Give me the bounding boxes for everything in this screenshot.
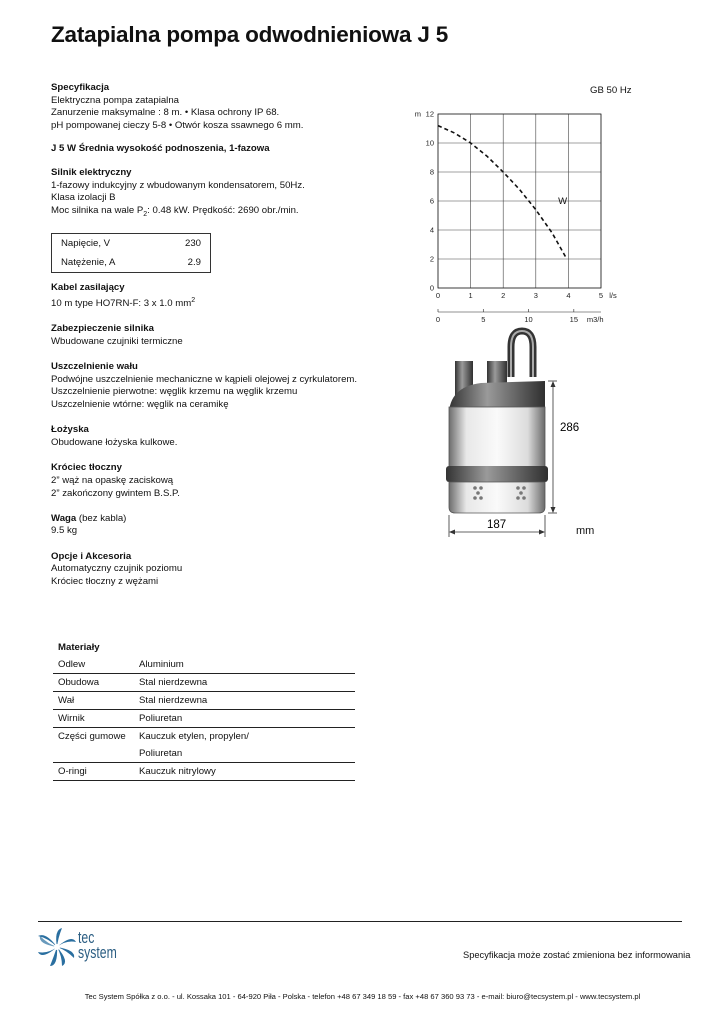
spec-line: pH pompowanej cieczy 5-8 • Otwór kosza ssawnego 6 mm. (51, 119, 304, 131)
performance-chart (410, 100, 635, 325)
x2-tick-label: 10 (524, 315, 533, 324)
outlet-heading: Króciec tłoczny (51, 462, 122, 474)
material-part (53, 745, 134, 763)
bearings-line: Obudowane łożyska kulkowe. (51, 436, 178, 448)
x-tick-label: 2 (501, 291, 506, 300)
material-value: Kauczuk etylen, propylen/ (139, 731, 249, 742)
y-tick-label: 6 (429, 196, 434, 206)
protection-heading: Zabezpieczenie silnika (51, 323, 154, 335)
footer-divider (38, 921, 682, 922)
material-value: Kauczuk nitrylowy (134, 763, 355, 781)
y-axis-label: m (414, 109, 421, 119)
outlet-line: 2” zakończony gwintem B.S.P. (51, 487, 180, 499)
outlet-line: 2” wąż na opaskę zaciskową (51, 474, 174, 486)
material-value: Stal nierdzewna (134, 674, 355, 692)
table-row (53, 656, 355, 674)
weight-value: 9.5 kg (51, 525, 78, 537)
y-tick-label: 2 (429, 254, 434, 264)
options-heading: Opcje i Akcesoria (51, 550, 132, 562)
x-axis-label: l/s (609, 291, 617, 300)
options-line: Króciec tłoczny z wężami (51, 576, 159, 588)
series-label: W (558, 195, 568, 207)
electrical-label: Natężenie, A (61, 257, 116, 268)
y-tick-label: 12 (425, 109, 434, 119)
band-shape (446, 466, 548, 482)
x-tick-label: 3 (533, 291, 538, 300)
y-tick-label: 4 (429, 225, 434, 235)
x-tick-label: 0 (435, 291, 441, 300)
model-line: J 5 W Średnia wysokość podnoszenia, 1-fazowa (51, 143, 270, 155)
y-tick-label: 10 (425, 138, 434, 148)
spec-section (51, 82, 391, 221)
x2-tick-label: 15 (569, 315, 579, 324)
material-value: Stal nierdzewna (134, 692, 355, 710)
table-row (53, 710, 355, 728)
material-part: Odlew (53, 656, 134, 674)
x-tick-label: 4 (566, 291, 571, 300)
material-value: Poliuretan (134, 745, 355, 763)
electrical-value: 230 (184, 238, 201, 249)
motor-heading: Silnik elektryczny (51, 166, 132, 178)
x-tick-label: 1 (468, 291, 473, 300)
chart-title: GB 50 Hz (590, 85, 632, 96)
strainer-shape (449, 482, 545, 513)
table-row (53, 674, 355, 692)
table-row (53, 763, 355, 781)
table-row (53, 745, 355, 763)
seal-line: Uszczelnienie pierwotne: węglik krzemu na węglik krzemu (51, 386, 298, 398)
y-tick-label: 8 (429, 167, 434, 177)
motor-line: Klasa izolacji B (51, 192, 116, 204)
spec-details (51, 282, 391, 589)
footer-note: Specyfikacja może zostać zmieniona bez informowania (463, 950, 691, 960)
seal-line: Podwójne uszczelnienie mechaniczne w kąpieli olejowej z cyrkulatorem. (51, 373, 358, 385)
power-line: Moc silnika na wale $P_2$: 0.48 kW. Prędkość: 2690 obr./min. (51, 204, 299, 218)
motor-line: 1-fazowy indukcyjny z wbudowanym kondensatorem, 50Hz. (51, 179, 305, 191)
material-part: Wirnik (53, 710, 134, 728)
company-logo-icon (36, 926, 78, 968)
company-logo-text: tec system (78, 928, 117, 962)
pump-drawing (425, 325, 585, 540)
table-row (53, 728, 355, 746)
electrical-row (52, 253, 210, 272)
electrical-label: Napięcie, V (61, 238, 111, 249)
electrical-value: 2.9 (187, 257, 201, 268)
seal-heading: Uszczelnienie wału (51, 361, 138, 373)
spec-line: Zanurzenie maksymalne : 8 m. • Klasa ochrony IP 68. (51, 107, 280, 119)
x-tick-label: 5 (598, 291, 604, 300)
material-value: Poliuretan (134, 710, 355, 728)
spec-heading: Specyfikacja (51, 82, 110, 93)
spec-line: Elektryczna pompa zatapialna (51, 94, 179, 106)
y-tick-label: 0 (429, 283, 434, 293)
footer-address: Tec System Spółka z o.o. - ul. Kossaka 101 - 64-920 Piła - Polska - telefon +48 67 349 18 59 - fax +48 67 360 93 73 - e-mail: biuro@tecsystem.pl - www.tecsystem.pl (84, 992, 641, 1001)
series-line-W (438, 126, 567, 259)
x2-tick-label: 5 (481, 315, 486, 324)
bearings-heading: Łożyska (51, 424, 89, 436)
page-title: Zatapialna pompa odwodnieniowa J 5 (51, 22, 449, 47)
material-part: Obudowa (53, 674, 134, 692)
weight-heading: Waga (bez kabla) (51, 512, 127, 524)
material-part: O-ringi (53, 763, 134, 781)
material-value: Aluminium (134, 656, 355, 674)
table-row (53, 692, 355, 710)
cable-heading: Kabel zasilający (51, 282, 125, 293)
materials-title: Materiały (58, 642, 100, 653)
x2-axis-label: m3/h (586, 315, 604, 324)
width-dimension: 187 (487, 519, 507, 531)
materials-table (53, 656, 355, 781)
electrical-row (52, 234, 210, 253)
electrical-table (51, 233, 211, 273)
protection-line: Wbudowane czujniki termiczne (51, 335, 183, 347)
x2-tick-label: 0 (435, 315, 441, 324)
material-part: Wał (53, 692, 134, 710)
seal-line: Uszczelnienie wtórne: węglik na ceramikę (51, 398, 229, 410)
unit-label: mm (576, 525, 595, 537)
cable-line: 10 m type HO7RN-F: 3 x 1.0 $mm^2$ (51, 296, 196, 309)
body-shape (449, 407, 545, 469)
material-part: Części gumowe (58, 731, 126, 742)
options-line: Automatyczny czujnik poziomu (51, 563, 183, 575)
handle-shape (511, 331, 533, 377)
height-dimension: 286 (560, 422, 580, 434)
